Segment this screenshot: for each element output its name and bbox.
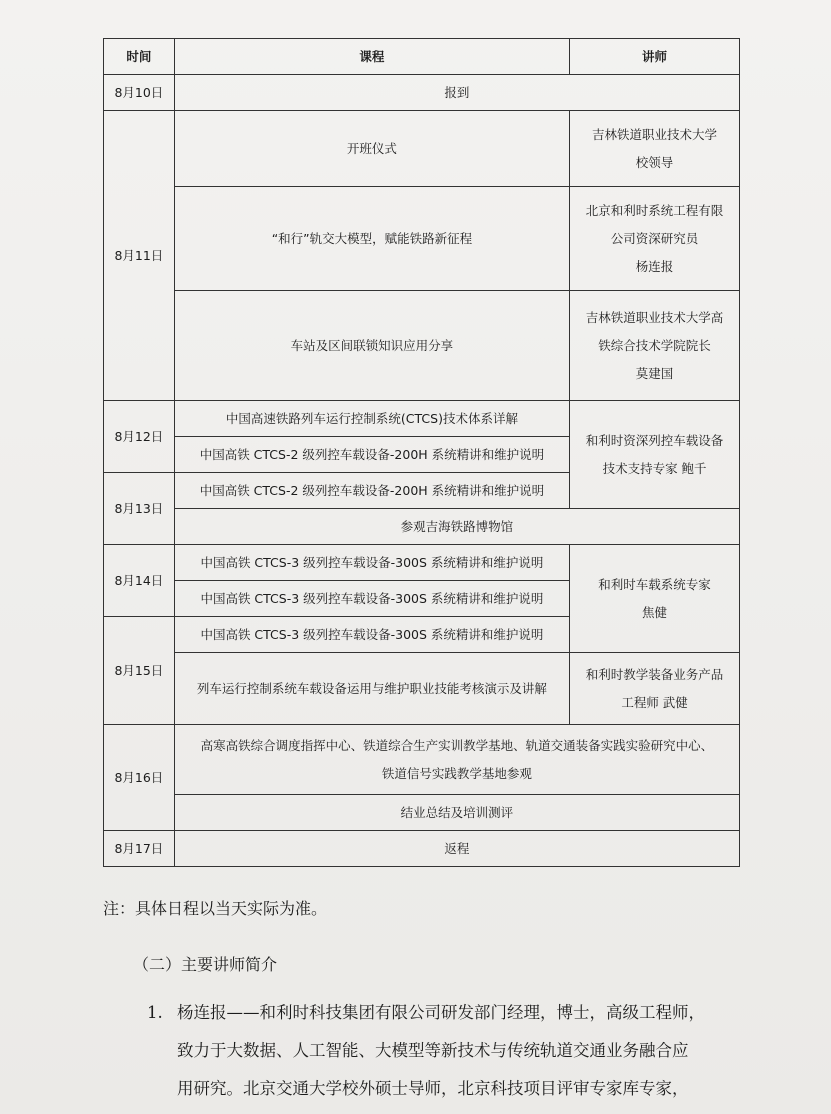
- course-cell: “和行”轨交大模型，赋能铁路新征程: [174, 187, 569, 291]
- table-row: [104, 111, 740, 187]
- course-cell: 中国高速铁路列车运行控制系统(CTCS)技术体系详解: [174, 401, 569, 437]
- table-row: [104, 509, 740, 545]
- date-cell: 8月15日: [104, 617, 175, 725]
- section-title: （二）主要讲师简介: [133, 955, 278, 974]
- table-row: [104, 653, 740, 725]
- teacher-cell: [570, 545, 740, 653]
- intro-line: 杨连报——和利时科技集团有限公司研发部门经理，博士，高级工程师，: [177, 1003, 705, 1022]
- teacher-line: 吉林铁道职业技术大学高: [585, 309, 724, 325]
- course-cell: 返程: [174, 831, 739, 867]
- table-row: [104, 795, 740, 831]
- teacher-cell: [570, 401, 740, 509]
- table-header-row: [104, 39, 740, 75]
- teacher-cell: [570, 111, 740, 187]
- table-row: [104, 401, 740, 437]
- date-cell: 8月14日: [104, 545, 175, 617]
- teacher-line: 工程师 武健: [621, 694, 688, 710]
- table-row: [104, 545, 740, 581]
- teacher-line: 铁综合技术学院院长: [598, 337, 711, 353]
- course-line: 高寒高铁综合调度指挥中心、铁道综合生产实训教学基地、轨道交通装备实践实验研究中心、: [200, 737, 714, 753]
- schedule-note: 注：具体日程以当天实际为准。: [103, 899, 328, 918]
- course-cell: 中国高铁 CTCS-2 级列控车载设备-200H 系统精讲和维护说明: [174, 437, 569, 473]
- course-cell: 中国高铁 CTCS-3 级列控车载设备-300S 系统精讲和维护说明: [174, 581, 569, 617]
- table-row: [104, 831, 740, 867]
- teacher-line: 吉林铁道职业技术大学: [592, 126, 718, 142]
- course-cell: 开班仪式: [174, 111, 569, 187]
- teacher-line: 和利时资深列控车载设备: [585, 432, 724, 448]
- teacher-line: 和利时教学装备业务产品: [585, 666, 724, 682]
- table-row: [104, 187, 740, 291]
- intro-line: 致力于大数据、人工智能、大模型等新技术与传统轨道交通业务融合应: [177, 1041, 689, 1060]
- teacher-line: 和利时车载系统专家: [598, 576, 711, 592]
- teacher-line: 杨连报: [635, 258, 674, 274]
- teacher-cell: [570, 291, 740, 401]
- teacher-cell: [570, 653, 740, 725]
- teacher-line: 北京和利时系统工程有限: [585, 202, 724, 218]
- teacher-line: 公司资深研究员: [610, 230, 699, 246]
- lecturer-intro: [147, 994, 747, 1108]
- teacher-line: 莫建国: [635, 365, 674, 381]
- course-cell: 参观吉海铁路博物馆: [174, 509, 739, 545]
- course-line: 铁道信号实践教学基地参观: [381, 765, 532, 781]
- date-cell: 8月16日: [104, 725, 175, 831]
- header-teacher: 讲师: [570, 39, 740, 75]
- date-cell: 8月11日: [104, 111, 175, 401]
- date-cell: 8月13日: [104, 473, 175, 545]
- table-row: [104, 725, 740, 795]
- date-cell: 8月10日: [104, 75, 175, 111]
- course-cell: 中国高铁 CTCS-3 级列控车载设备-300S 系统精讲和维护说明: [174, 545, 569, 581]
- course-cell: 结业总结及培训测评: [174, 795, 739, 831]
- course-cell: 车站及区间联锁知识应用分享: [174, 291, 569, 401]
- course-cell: [174, 725, 739, 795]
- header-time: 时间: [104, 39, 175, 75]
- table-row: [104, 291, 740, 401]
- teacher-cell: [570, 187, 740, 291]
- course-cell: 中国高铁 CTCS-3 级列控车载设备-300S 系统精讲和维护说明: [174, 617, 569, 653]
- date-cell: 8月12日: [104, 401, 175, 473]
- course-cell: 中国高铁 CTCS-2 级列控车载设备-200H 系统精讲和维护说明: [174, 473, 569, 509]
- date-cell: 8月17日: [104, 831, 175, 867]
- course-cell: 列车运行控制系统车载设备运用与维护职业技能考核演示及讲解: [174, 653, 569, 725]
- list-number: 1.: [147, 1003, 163, 1022]
- table-row: [104, 75, 740, 111]
- intro-line: 用研究。北京交通大学校外硕士导师，北京科技项目评审专家库专家，: [177, 1079, 689, 1098]
- course-cell: 报到: [174, 75, 739, 111]
- teacher-line: 技术支持专家 鲍千: [602, 460, 707, 476]
- teacher-line: 校领导: [635, 154, 674, 170]
- teacher-line: 焦健: [642, 604, 668, 620]
- schedule-table: [103, 38, 740, 867]
- header-course: 课程: [174, 39, 569, 75]
